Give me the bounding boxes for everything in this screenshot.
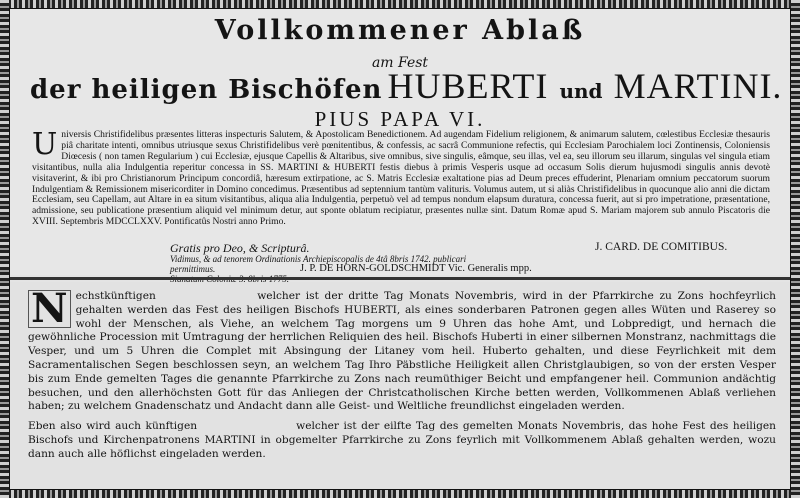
german-body [28,290,776,486]
ornamental-border-right [791,0,800,498]
saint-name-huberti: HUBERTI [387,66,549,106]
latin-initial: U [32,130,58,162]
section-divider [10,277,790,280]
ornamental-border-left [0,0,9,498]
german-section [10,282,790,489]
saints-title-prefix: der heiligen Bischöfen [30,75,383,105]
pope-title: PIUS PAPA VI. [314,107,486,131]
indulgence-sheet [10,9,790,489]
vicar-signature: J. P. DE HORN-GOLDSCHMIDT Vic. Generalis mpp. [300,263,532,274]
german-initial: N [28,290,71,328]
gratis-line: Gratis pro Deo, & Scripturâ. [170,241,310,255]
ornamental-border-top [0,0,800,8]
german-para2-start: Eben also wird auch künftigen [28,420,198,433]
latin-section [10,9,790,275]
latin-text: niversis Christifidelibus præsentes litteras inspecturis Salutem, & Apostolicam Benedictionem. Ad augendam Fidelium religionem, & animarum salutem, cœlestibus Ecclesiæ thesauris piâ charitate intenti, omnibus utriusque sexus Christifidelibus verè pœnitentibus, & confessis, ac sacrâ Communione refectis, qui Ecclesiam Parochialem loci Zontinensis, Coloniensis Diœcesis ( non tamen Regularium ) cui Ecclesiæ, ejusque Capellis & Altaribus, sive omnibus, sive singulis, eâmque, seu illas, vel ea, seu illorum seu illarum, singulas vel singula etiam visitantibus, nulla alia Indulgentia reperitur concessa in SS. MARTINI & HUBERTI festis diebus à primis Vesperis usque ad occasum Solis dierum hujusmodi singulis annis devotè visitaverint, & ibi pro Christianorum Principum concordiâ, hæresum extirpatione, ac S. Matris Ecclesiæ exaltatione pias ad Deum preces effuderint, Plenariam omnium peccatorum suorum Indulgentiam & Remissionem misericorditer in Domino concedimus. Præsentibus ad septennium tantùm valituris. Volumus autem, ut si aliàs Christifidelibus in quocunque alio anni die dictam Ecclesiam, seu Capellam, aut Altare in ea situm visitantibus, aliqua alia Indulgentia, perpetuò vel ad tempus nondum elapsum duratura, concessa fuerit, aut si pro impetratione, præsentatione, admissione, seu publicatione præsentium aliquid vel minimum detur, aut sponte oblatum recipiatur, præsentes nullæ sint. Datum Romæ apud S. Mariam majorem sub annulo Piscatoris die XVIII. Septembris MDCCLXXV. Pontificatûs Nostri anno Primo. [32,130,770,228]
german-para2-text: welcher ist der eilfte Tag des gemelten Monats Novembris, das hohe Fest des heiligen Bischofs und Kirchenpatronens MARTINI in obgemelter Pfarrkirche zu Zons feyrlich mit Vollkommenem Ablaß gehalten werden, wozu dann auch alle höflichst eingeladen werden. [28,420,776,460]
saint-name-martini: MARTINI. [613,66,783,106]
vidimus-line-1: Vidimus, & ad tenorem Ordinationis Archiepiscopalis de 4tâ 8bris 1742. publicari permittimus. [170,254,467,274]
ornamental-border-bottom [0,490,800,498]
german-para1-start: echstkünftigen [75,290,156,302]
saints-title [30,65,783,107]
german-para2 [28,420,776,461]
cardinal-signature: J. CARD. DE COMITIBUS. [595,241,728,253]
main-title: Vollkommener Ablaß [214,15,586,46]
subtitle-am-fest: am Fest [371,55,429,71]
german-para1-text: welcher ist der dritte Tag Monats Novembris, wird in der Pfarrkirche zu Zons hochfeyrlich gehalten werden das Fest des heiligen Bischofs HUBERTI, als eines sonderbaren Patronen gegen alles Wüten und Raserey so wohl der Menschen, als Viehe, an welchem Tag morgens um 9 Uhren das hohe Amt, und Lobpredigt, und hernach die gewöhnliche Procession mit Umtragung der herrlichen Reliquien des heil. Bischofs Huberti in einer silbernen Monstranz, nachmittags die Vesper, und um 5 Uhren die Complet mit Absingung der Litaney vom heil. Huberto gehalten, und diese Feyrlichkeit mit dem Sacramentalischen Segen beschlossen seyn, an welchem Tag Ihro Päbstliche Heiligkeit allen Christglaubigen, so von der ersten Vesper bis zum Ende gemelten Tages die genannte Pfarrkirche zu Zons nach reumüthiger Beicht und empfangener heil. Communion andächtig besuchen, und den allerhöchsten Gott für das Anliegen der Christcatholischen Kirche betten werden, Vollkommenen Ablaß verliehen haben; zu welchem Gnadenschatz und Andacht dann alle Geist- und Weltliche freundlichst eingeladen werden. [28,290,776,413]
saints-title-und: und [559,79,603,103]
latin-body [32,130,770,240]
